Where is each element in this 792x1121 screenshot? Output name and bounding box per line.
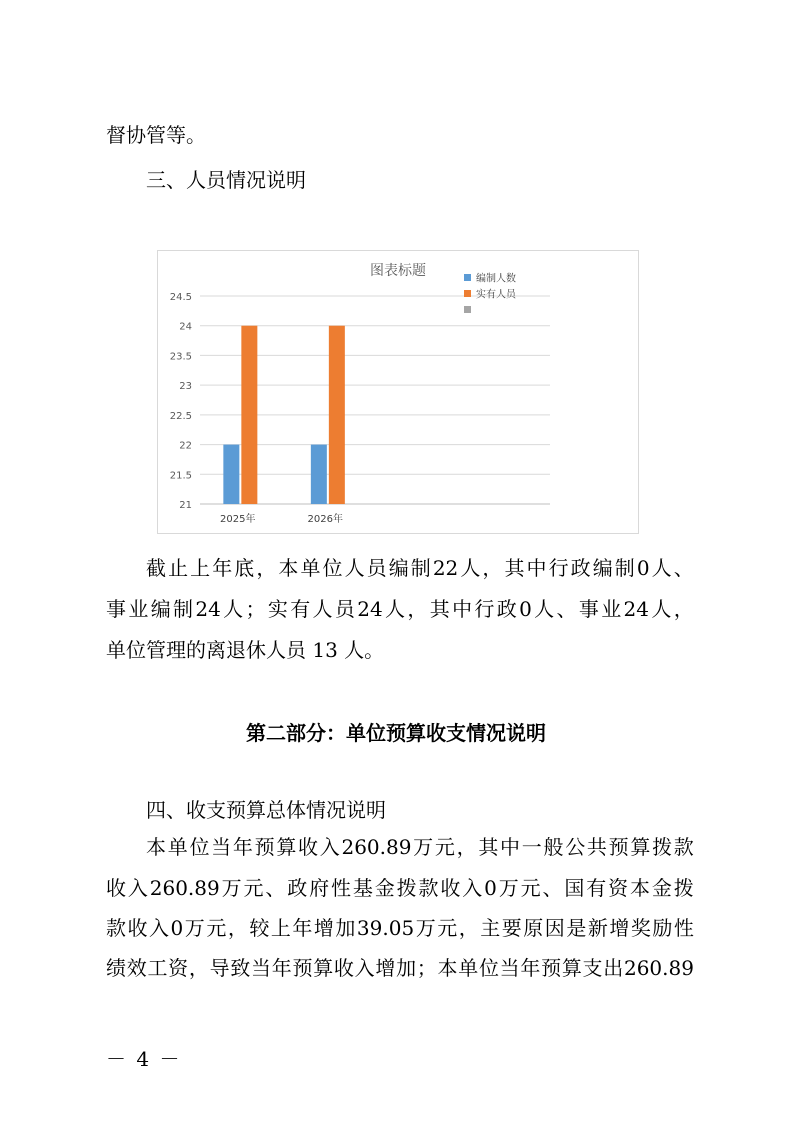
char: 单 [300, 556, 321, 580]
char: 、 [556, 597, 577, 621]
char: 金 [651, 876, 672, 900]
legend-swatch [464, 274, 471, 281]
char: 算 [630, 835, 651, 859]
char: 预 [541, 956, 562, 980]
char: 般 [543, 835, 564, 859]
char: 是 [566, 916, 587, 940]
char: 其 [478, 835, 499, 859]
char: ， [458, 916, 479, 940]
personnel-para-line-2 [106, 596, 694, 622]
char: 260.89 [149, 876, 220, 900]
char: 位 [478, 956, 499, 980]
char: 、 [542, 876, 563, 900]
bar-actual-1 [329, 326, 345, 504]
char: 人 [312, 597, 333, 621]
char: ， [256, 556, 277, 580]
char: 上 [270, 916, 291, 940]
y-tick-label: 24 [179, 321, 192, 333]
char: 元 [520, 876, 541, 900]
char: 绩 [106, 956, 126, 980]
char: 算 [313, 956, 334, 980]
char: 22 [432, 556, 459, 580]
char: 资 [168, 956, 189, 980]
char: 府 [309, 876, 330, 900]
section-3-heading: 三、人员情况说明 [146, 168, 306, 192]
y-tick-label: 22.5 [169, 410, 192, 422]
char: 款 [673, 835, 694, 859]
char: 编 [150, 597, 171, 621]
char: 截 [146, 556, 166, 580]
char: 收 [298, 835, 319, 859]
y-tick-label: 23 [179, 381, 192, 393]
char: 元 [437, 916, 458, 940]
char: 当 [499, 956, 520, 980]
y-tick-label: 22 [179, 440, 192, 452]
char: 要 [501, 916, 522, 940]
x-tick-label: 2025年 [220, 514, 256, 525]
char: 增 [313, 916, 334, 940]
char: 有 [586, 876, 607, 900]
char: 制 [410, 556, 431, 580]
char: ， [673, 597, 694, 621]
char: 性 [330, 876, 351, 900]
char: 一 [521, 835, 542, 859]
char: 算 [561, 956, 582, 980]
char: 编 [388, 556, 409, 580]
char: 公 [565, 835, 586, 859]
char: 事 [106, 597, 126, 621]
char: 入 [149, 916, 170, 940]
char: 预 [608, 835, 629, 859]
char: 款 [106, 916, 126, 940]
char: 入 [127, 876, 148, 900]
char: 元 [434, 835, 455, 859]
char: 资 [608, 876, 629, 900]
char: 入 [462, 876, 483, 900]
legend-label: 实有人员 [476, 289, 516, 301]
char: 奖 [630, 916, 651, 940]
char: 人 [651, 597, 672, 621]
legend-swatch [464, 290, 471, 297]
char: 预 [254, 835, 275, 859]
char: 年 [292, 916, 313, 940]
char: 入 [319, 835, 340, 859]
char: 人 [460, 556, 481, 580]
char: 本 [278, 556, 299, 580]
char: 年 [271, 956, 292, 980]
char: 、 [265, 876, 286, 900]
char: 上 [190, 556, 211, 580]
char: 中 [452, 597, 473, 621]
char: 、 [673, 556, 694, 580]
char: 金 [374, 876, 395, 900]
text-line-1: 督协管等。 [106, 123, 206, 147]
char: 位 [322, 556, 343, 580]
personnel-para-line-3: 单位管理的离退休人员 13 人。 [106, 638, 385, 662]
char: 位 [189, 835, 210, 859]
char: 其 [504, 556, 525, 580]
char: 入 [354, 956, 375, 980]
char: 业 [601, 597, 622, 621]
char: 较 [249, 916, 270, 940]
char: 共 [586, 835, 607, 859]
char: 制 [614, 556, 635, 580]
legend-label: 编制人数 [476, 273, 516, 285]
budget-para-line-4 [106, 955, 694, 981]
section-4-heading: 四、收支预算总体情况说明 [146, 798, 386, 822]
char: 加 [396, 956, 417, 980]
char: 收 [106, 876, 126, 900]
budget-para-line-3 [106, 915, 694, 941]
char: 致 [230, 956, 251, 980]
char: 政 [570, 556, 591, 580]
char: 国 [564, 876, 585, 900]
char: 本 [146, 835, 166, 859]
y-tick-label: 24.5 [169, 292, 192, 303]
char: 年 [520, 956, 541, 980]
char: 24 [357, 597, 383, 621]
char: 收 [127, 916, 148, 940]
char: 人 [385, 597, 406, 621]
char: 中 [500, 835, 521, 859]
char: 支 [582, 956, 603, 980]
char: 原 [523, 916, 544, 940]
char: ， [188, 956, 209, 980]
char: 人 [651, 556, 672, 580]
char: 元 [243, 876, 264, 900]
char: 单 [458, 956, 479, 980]
char: 其 [429, 597, 450, 621]
char: 制 [173, 597, 194, 621]
char: 收 [333, 956, 354, 980]
char: 增 [375, 956, 396, 980]
char: 本 [629, 876, 650, 900]
char: 人 [344, 556, 365, 580]
char: ， [407, 597, 428, 621]
char: 员 [366, 556, 387, 580]
part-2-title: 第二部分：单位预算收支情况说明 [246, 721, 546, 745]
char: 拨 [652, 835, 673, 859]
char: 款 [418, 876, 439, 900]
char: 导 [209, 956, 230, 980]
char: 效 [126, 956, 147, 980]
page-number: － 4 － [106, 1047, 182, 1071]
budget-para-line-1 [146, 834, 694, 860]
char: 预 [292, 956, 313, 980]
char: 中 [526, 556, 547, 580]
char: 拨 [673, 876, 694, 900]
char: 元 [206, 916, 227, 940]
char: 工 [147, 956, 168, 980]
char: 人 [534, 597, 555, 621]
char: 0 [170, 916, 184, 940]
char: 主 [480, 916, 501, 940]
char: 260.89 [341, 835, 412, 859]
char: 算 [276, 835, 297, 859]
char: 万 [413, 835, 434, 859]
char: 业 [128, 597, 149, 621]
char: 新 [587, 916, 608, 940]
char: 加 [335, 916, 356, 940]
char: 政 [287, 876, 308, 900]
char: 励 [652, 916, 673, 940]
char: 因 [544, 916, 565, 940]
char: 39.05 [356, 916, 415, 940]
char: 增 [609, 916, 630, 940]
char: 万 [498, 876, 519, 900]
y-tick-label: 21 [179, 500, 192, 511]
char: 出 [603, 956, 624, 980]
bar-actual-0 [241, 326, 257, 504]
bar-chart [158, 251, 638, 533]
char: 政 [496, 597, 517, 621]
personnel-para-line-1 [146, 555, 694, 581]
bar-staffing-0 [223, 445, 239, 504]
char: 止 [168, 556, 189, 580]
char: 编 [592, 556, 613, 580]
char: 员 [334, 597, 355, 621]
char: 基 [352, 876, 373, 900]
char: ， [482, 556, 503, 580]
char: 24 [623, 597, 649, 621]
char: 事 [578, 597, 599, 621]
char: 性 [673, 916, 694, 940]
char: 当 [211, 835, 232, 859]
char: 年 [212, 556, 233, 580]
bar-staffing-1 [311, 445, 327, 504]
char: ； [416, 956, 437, 980]
char: 万 [184, 916, 205, 940]
char: 行 [548, 556, 569, 580]
char: 0 [636, 556, 650, 580]
char: ； [245, 597, 266, 621]
char: ， [227, 916, 248, 940]
char: 万 [221, 876, 242, 900]
char: ， [456, 835, 477, 859]
y-tick-label: 23.5 [169, 351, 192, 363]
char: 万 [415, 916, 436, 940]
char: 拨 [396, 876, 417, 900]
char: 收 [440, 876, 461, 900]
chart-title: 图表标题 [370, 263, 426, 279]
x-tick-label: 2026年 [307, 514, 343, 525]
char: 实 [267, 597, 288, 621]
char: 当 [251, 956, 272, 980]
char: 260.89 [623, 956, 694, 980]
char: 年 [232, 835, 253, 859]
char: 0 [484, 876, 497, 900]
char: 有 [290, 597, 311, 621]
budget-para-line-2 [106, 875, 694, 901]
char: 底 [234, 556, 255, 580]
char: 行 [474, 597, 495, 621]
char: 人 [223, 597, 244, 621]
y-tick-label: 21.5 [169, 470, 192, 482]
char: 24 [195, 597, 221, 621]
legend-swatch [464, 306, 471, 313]
char: 单 [167, 835, 188, 859]
personnel-chart [157, 250, 639, 534]
char: 0 [519, 597, 532, 621]
char: 本 [437, 956, 458, 980]
